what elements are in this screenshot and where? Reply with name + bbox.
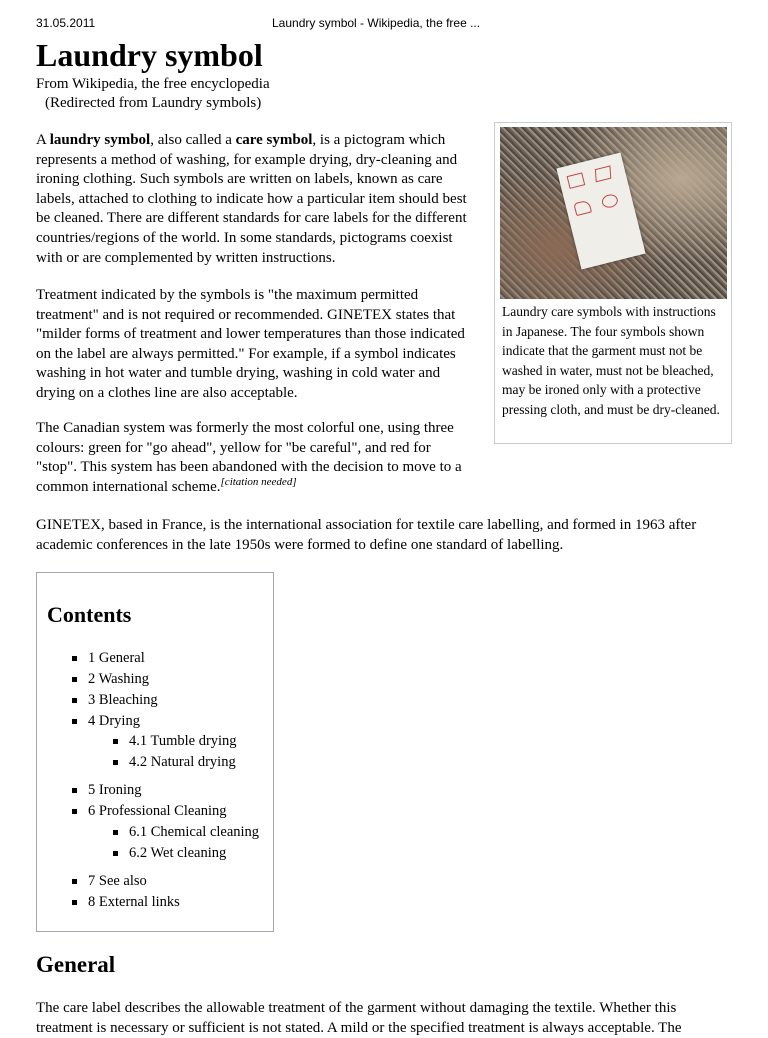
toc-item-tumble-drying[interactable]: 4.1 Tumble drying — [129, 733, 237, 749]
dry-clean-symbol-icon — [601, 193, 620, 209]
figure-thumbnail — [494, 122, 732, 444]
site-tagline: From Wikipedia, the free encyclopedia — [36, 76, 270, 92]
p1-text-a: A — [36, 132, 50, 148]
toc-item-bleaching[interactable]: 3 Bleaching — [88, 692, 158, 708]
p1-text-b: , also called a — [150, 132, 236, 148]
care-label-photo[interactable] — [500, 127, 727, 299]
figure-caption: Laundry care symbols with instructions in Japanese. The four symbols shown indicate that the garment must not be washed in water, must not be bleached, may be ironed only with a protective pressing cloth, and must be dry-cleaned. — [502, 304, 720, 417]
intro-paragraph-1 — [36, 131, 472, 268]
redirect-note: (Redirected from Laundry symbols) — [45, 95, 262, 111]
toc-item-external-links[interactable]: 8 External links — [88, 894, 180, 910]
toc-item-general[interactable]: 1 General — [88, 650, 145, 666]
article-subtitle — [36, 75, 270, 113]
bleach-symbol-icon — [595, 165, 611, 182]
toc-item-wet-cleaning[interactable]: 6.2 Wet cleaning — [129, 845, 227, 861]
toc-item-washing[interactable]: 2 Washing — [88, 671, 149, 687]
toc-item-natural-drying[interactable]: 4.2 Natural drying — [129, 754, 236, 770]
p3-text: The Canadian system was formerly the most colorful one, using three colours: green for "go ahead", yellow for "be careful", and red for "stop". This system has been abandoned with the decision to move to a common international scheme. — [36, 420, 462, 495]
wash-symbol-icon — [567, 172, 586, 188]
toc-heading: Contents — [47, 602, 132, 627]
term-care-symbol: care symbol — [235, 132, 313, 148]
toc-item-chemical-cleaning[interactable]: 6.1 Chemical cleaning — [129, 824, 260, 840]
toc-item-professional-cleaning[interactable]: 6 Professional Cleaning — [88, 803, 227, 819]
table-of-contents — [36, 572, 274, 932]
section-heading-general: General — [36, 952, 116, 977]
toc-item-see-also[interactable]: 7 See also — [88, 873, 147, 889]
page-title: Laundry symbol — [36, 37, 263, 73]
intro-paragraph-3 — [36, 419, 472, 497]
toc-item-drying[interactable]: 4 Drying — [88, 713, 140, 729]
citation-needed-link[interactable]: [citation needed] — [220, 475, 297, 488]
print-date: 31.05.2011 — [36, 16, 96, 30]
general-paragraph: The care label describes the allowable treatment of the garment without damaging the textile. Whether this treatment is necessary or sufficient is not stated. A mild or the specified treatment is always acceptable. The — [36, 1000, 682, 1036]
iron-symbol-icon — [573, 200, 592, 216]
intro-paragraph-2: Treatment indicated by the symbols is "the maximum permitted treatment" and is not required or recommended. GINETEX states that "milder forms of treatment and lower temperatures than those indicated on the label are always permitted." For example, if a symbol indicates washing in hot water and tumble drying, washing in cold water and drying on a clothes line are also acceptable. — [36, 287, 465, 401]
print-page-title: Laundry symbol - Wikipedia, the free ... — [272, 16, 481, 30]
care-label-tag — [556, 153, 645, 270]
term-laundry-symbol: laundry symbol — [49, 132, 151, 148]
p1-text-c: , is a pictogram which represents a method of washing, for example drying, dry-cleaning and ironing clothing. Such symbols are written on labels, known as care labels, attached to clothing to indicate how a particular item should best be cleaned. There are different standards for care labels for the different countries/regions of the world. In some standards, pictograms coexist with or are complemented by written instructions. — [36, 132, 467, 266]
intro-paragraph-4: GINETEX, based in France, is the international association for textile care labelling, and formed in 1963 after academic conferences in the late 1950s were formed to define one standard of labelling. — [36, 517, 697, 553]
print-header — [36, 16, 732, 32]
toc-item-ironing[interactable]: 5 Ironing — [88, 782, 142, 798]
